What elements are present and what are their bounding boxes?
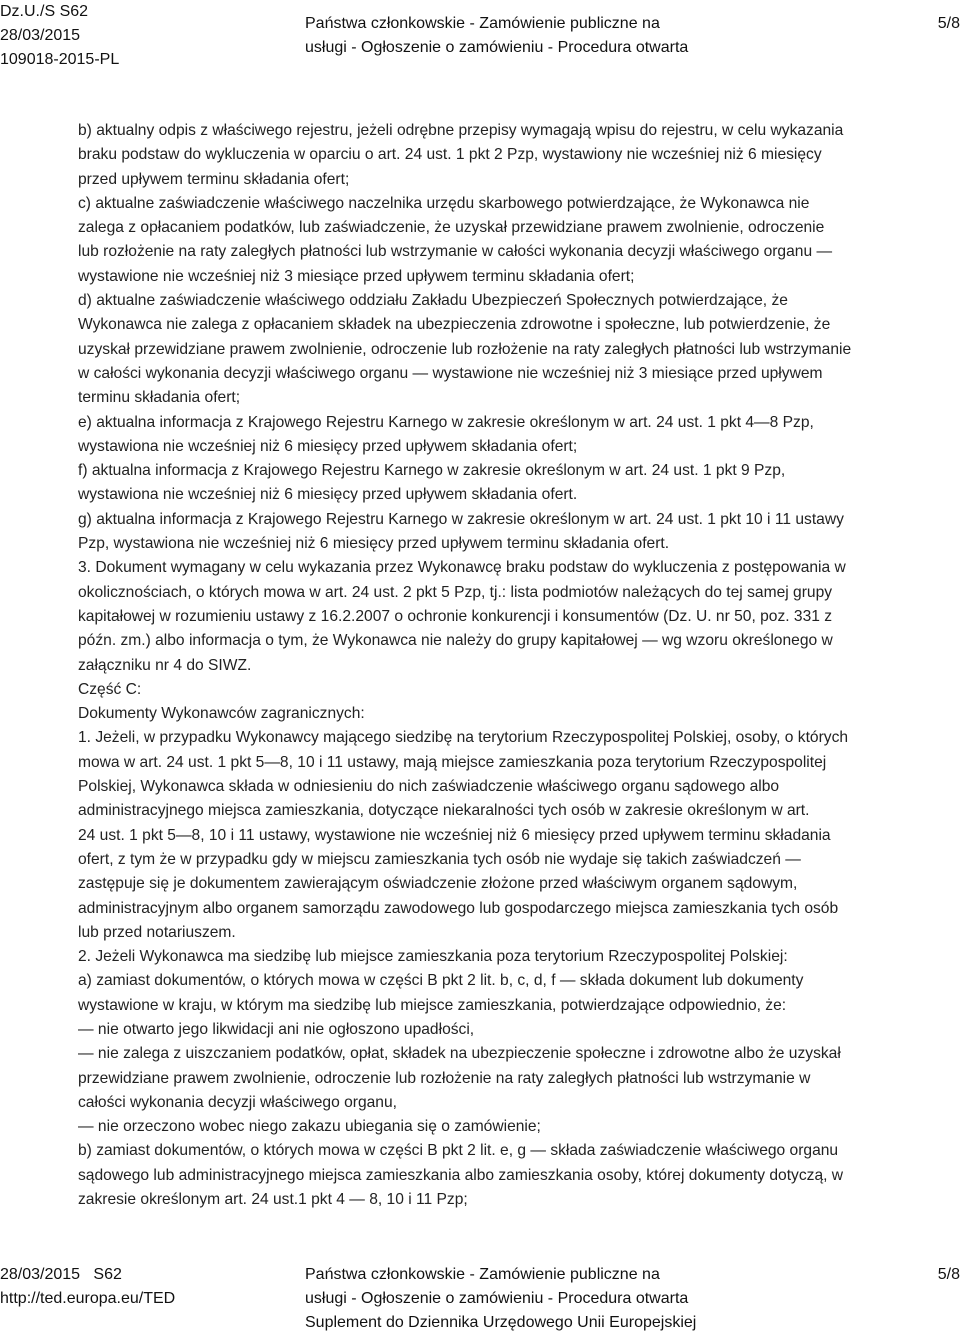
body-text-line: Wykonawca nie zalega z opłacaniem składek na ubezpieczenia zdrowotne i społeczne, lub potwierdzenie, że [78, 316, 831, 334]
body-text-line: f) aktualna informacja z Krajowego Rejestru Karnego w zakresie określonym w art. 24 ust. 1 pkt 9 Pzp, [78, 462, 786, 480]
body-text-line: sądowego lub administracyjnego miejsca zamieszkania albo zamieszkania osoby, której dokumenty dotyczą, w [78, 1166, 844, 1184]
body-text-line: mowa w art. 24 ust. 1 pkt 5—8, 10 i 11 ustawy, mają miejsce zamieszkania poza terytorium Rzeczypospolitej [78, 753, 827, 771]
header-date: 28/03/2015 [0, 27, 81, 44]
header-title-line-2: usługi - Ogłoszenie o zamówieniu - Procedura otwarta [305, 39, 689, 56]
body-text-line: lub przed notariuszem. [78, 923, 236, 941]
body-text-line: Polskiej, Wykonawca składa w odniesieniu do nich zaświadczenie właściwego organu sądowego albo [78, 778, 780, 796]
body-text-line: a) zamiast dokumentów, o których mowa w części B pkt 2 lit. b, c, d, f — składa dokument lub dokumenty [78, 972, 804, 990]
body-text-line: załączniku nr 4 do SIWZ. [78, 656, 252, 674]
body-text-line: e) aktualna informacja z Krajowego Rejestru Karnego w zakresie określonym w art. 24 ust. 1 pkt 4—8 Pzp, [78, 413, 814, 431]
body-text-line: okolicznościach, o których mowa w art. 24 ust. 2 pkt 5 Pzp, tj.: lista podmiotów należących do tej samej grupy [78, 583, 833, 601]
body-text-line: ofert, z tym że w przypadku gdy w miejscu zamieszkania tych osób nie wydaje się takich zaświadczeń — [78, 850, 801, 868]
body-text-line: Dokumenty Wykonawców zagranicznych: [78, 705, 365, 723]
page-footer [0, 1263, 960, 1334]
footer-left [0, 1263, 175, 1311]
header-center [305, 12, 688, 60]
body-text-line: zalega z opłacaniem podatków, lub zaświadczenie, że uzyskał przewidziane prawem zwolnienie, odroczenie [78, 219, 825, 237]
body-text-line: — nie zalega z uiszczaniem podatków, opłat, składek na ubezpieczenie społeczne i zdrowotne albo że uzyskał [78, 1045, 841, 1063]
header-left [0, 0, 119, 72]
page-header [0, 0, 960, 70]
body-text-line: b) aktualny odpis z właściwego rejestru, jeżeli odrębne przepisy wymagają wpisu do rejestru, w celu wykazania [78, 122, 844, 139]
body-text-line: zakresie określonym art. 24 ust.1 pkt 4 — 8, 10 i 11 Pzp; [78, 1191, 468, 1209]
body-text-line: 3. Dokument wymagany w celu wykazania przez Wykonawcę braku podstaw do wykluczenia z postępowania w [78, 559, 846, 577]
body-text-line: wystawione w kraju, w którym ma siedzibę lub miejsce zamieszkania, potwierdzające odpowiednio, że: [78, 996, 787, 1014]
body-text-line: 24 ust. 1 pkt 5—8, 10 i 11 ustawy, wystawione nie wcześniej niż 6 miesięcy przed upływem terminu składania [78, 826, 831, 844]
body-text-line: przed upływem terminu składania ofert; [78, 170, 350, 188]
header-notice-id: 109018-2015-PL [0, 51, 120, 68]
header-journal-ref: Dz.U./S S62 [0, 3, 89, 20]
document-body [78, 119, 958, 1212]
body-text-line: braku podstaw do wykluczenia w oparciu o art. 24 ust. 1 pkt 2 Pzp, wystawiony nie wcześniej niż 6 miesięcy [78, 146, 822, 164]
header-page-number: 5/8 [937, 15, 960, 32]
body-text-line: c) aktualne zaświadczenie właściwego naczelnika urzędu skarbowego potwierdzające, że Wykonawca nie [78, 194, 810, 212]
body-text-line: 2. Jeżeli Wykonawca ma siedzibę lub miejsce zamieszkania poza terytorium Rzeczypospolitej Polskiej: [78, 948, 788, 966]
body-text-line: administracyjnym albo organem samorządu zawodowego lub gospodarczego miejsca zamieszkania tych osób [78, 899, 839, 917]
body-text-line: terminu składania ofert; [78, 389, 241, 407]
body-text-line: wystawiona nie wcześniej niż 6 miesięcy przed upływem składania ofert. [78, 486, 578, 504]
body-text-line: administracyjnego miejsca zamieszkania, dotyczące niekaralności tych osób w zakresie określonym w art. [78, 802, 810, 820]
body-text-line: późn. zm.) albo informacja o tym, że Wykonawca nie należy do grupy kapitałowej — wg wzoru określonego w [78, 632, 833, 650]
body-text-line: w całości wykonania decyzji właściwego organu — wystawione nie wcześniej niż 3 miesiące przed upływem [78, 364, 823, 382]
body-text-line: wystawione nie wcześniej niż 3 miesiące przed upływem terminu składania ofert; [78, 267, 635, 285]
body-text-line: uzyskał przewidziane prawem zwolnienie, odroczenie lub rozłożenie na raty zaległych płatności lub wstrzymanie [78, 340, 852, 358]
footer-page-number: 5/8 [937, 1266, 960, 1283]
body-text-line: 1. Jeżeli, w przypadku Wykonawcy mającego siedzibę na terytorium Rzeczypospolitej Polskiej, osoby, o których [78, 729, 849, 747]
body-text-line: zastępuje się je dokumentem zawierającym oświadczenie złożone przed właściwym organem sądowym, [78, 875, 798, 893]
body-text-line: — nie otwarto jego likwidacji ani nie ogłoszono upadłości, [78, 1020, 475, 1038]
body-text-line: wystawiona nie wcześniej niż 6 miesięcy przed upływem składania ofert; [78, 437, 578, 455]
body-text-line: — nie orzeczono wobec niego zakazu ubiegania się o zamówienie; [78, 1118, 541, 1136]
body-text-line: całości wykonania decyzji właściwego organu, [78, 1093, 397, 1111]
body-text-line: d) aktualne zaświadczenie właściwego oddziału Zakładu Ubezpieczeń Społecznych potwierdzające, że [78, 292, 788, 310]
header-title-line-1: Państwa członkowskie - Zamówienie publiczne na [305, 15, 660, 32]
body-text-line: b) zamiast dokumentów, o których mowa w części B pkt 2 lit. e, g — składa zaświadczenie właściwego organu [78, 1142, 839, 1160]
body-text-line: przewidziane prawem zwolnienie, odroczenie lub rozłożenie na raty zaległych płatności lub wstrzymanie w [78, 1069, 811, 1087]
footer-date-series: 28/03/2015 S62 [0, 1266, 122, 1283]
footer-title-line-1: Państwa członkowskie - Zamówienie publiczne na [305, 1266, 660, 1283]
body-text-line: g) aktualna informacja z Krajowego Rejestru Karnego w zakresie określonym w art. 24 ust. 1 pkt 10 i 11 ustawy [78, 510, 844, 528]
body-text-line: Pzp, wystawiona nie wcześniej niż 6 miesięcy przed upływem terminu składania ofert. [78, 535, 670, 553]
footer-title-line-2: usługi - Ogłoszenie o zamówieniu - Procedura otwarta [305, 1290, 689, 1307]
body-text-line: lub rozłożenie na raty zaległych płatności lub wstrzymanie w całości wykonania decyzji właściwego organu — [78, 243, 833, 261]
body-text-line: kapitałowej w rozumieniu ustawy z 16.2.2007 o ochronie konkurencji i konsumentów (Dz. U. nr 50, poz. 331 z [78, 607, 833, 625]
footer-center [305, 1263, 696, 1335]
body-text-line: Część C: [78, 680, 142, 698]
footer-url[interactable]: http://ted.europa.eu/TED [0, 1290, 176, 1307]
footer-supplement: Suplement do Dziennika Urzędowego Unii Europejskiej [305, 1314, 697, 1331]
